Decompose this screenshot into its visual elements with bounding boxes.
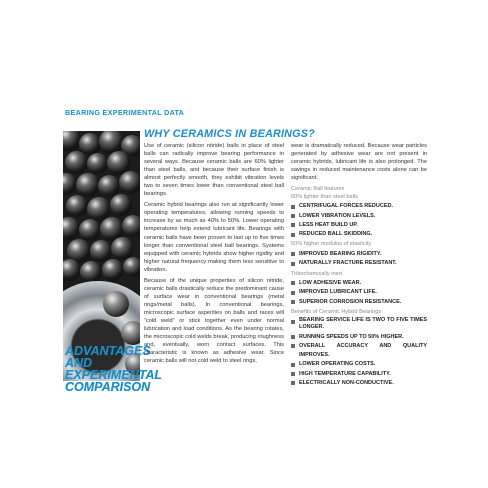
list-item: NATURALLY FRACTURE RESISTANT. bbox=[291, 259, 427, 268]
bullet-square-icon bbox=[291, 281, 295, 285]
bullet-square-icon bbox=[291, 300, 295, 304]
list-item: HIGH TEMPERATURE CAPABILITY. bbox=[291, 370, 427, 379]
advantages-line: COMPARISON bbox=[65, 380, 151, 394]
bullet-square-icon bbox=[291, 252, 295, 256]
bullet-square-icon bbox=[291, 320, 295, 324]
advantages-line: AND bbox=[65, 356, 93, 370]
section-label: BEARING EXPERIMENTAL DATA bbox=[65, 108, 185, 117]
list-item: SUPERIOR CORROSION RESISTANCE. bbox=[291, 298, 427, 307]
list-item: BEARING SERVICE LIFE IS TWO TO FIVE TIMES LONGER. bbox=[291, 317, 427, 330]
bullet-square-icon bbox=[291, 372, 295, 376]
group-heading bbox=[291, 186, 427, 201]
body-paragraph: Use of ceramic (silicon nitride) balls in place of steel balls can radically improve bearing performance in several ways. Because ceramic balls are 60% lighter than steel balls, and because their surface finish is almost perfectly smooth, they exhibit vibration levels two to seven times lower than conventional steel ball bearings. bbox=[144, 143, 284, 198]
body-paragraph: Ceramic hybrid bearings also run at significantly lower operating temperatures, allowing running speeds to increase by as much as 40% to 50%. Lower operating temperatures help extend lubricant life. Bearings with ceramic balls have been proven to last up to five times longer than conventional steel ball bearings. Systems equipped with ceramic hybrids show higher rigidity and higher natural frequency making them less sensitive to vibration. bbox=[144, 202, 284, 273]
bullet-square-icon bbox=[291, 335, 295, 339]
list-item: LESS HEAT BUILD UP. bbox=[291, 221, 427, 230]
list-item: IMPROVED LUBRICANT LIFE. bbox=[291, 288, 427, 297]
group-heading-line: Tribochemically inert bbox=[291, 270, 343, 277]
group-heading bbox=[291, 271, 427, 279]
advantages-line: ADVANTAGES bbox=[65, 344, 151, 358]
feature-list bbox=[291, 250, 427, 269]
page-title: WHY CERAMICS IN BEARINGS? bbox=[144, 128, 315, 140]
bullet-square-icon bbox=[291, 344, 295, 348]
group-heading bbox=[291, 241, 427, 249]
list-item: LOWER VIBRATION LEVELS. bbox=[291, 212, 427, 221]
list-item: RUNNING SPEEDS UP TO 50% HIGHER. bbox=[291, 333, 427, 342]
advantages-line: EXPERIMENTAL bbox=[65, 368, 162, 382]
group-heading-line: Ceramic Ball features bbox=[291, 186, 345, 193]
group-heading-line: Benefits of Ceramic Hybrid Bearings bbox=[291, 308, 382, 315]
list-item: LOWER OPERATING COSTS. bbox=[291, 360, 427, 369]
list-item: REDUCED BALL SKIDDING. bbox=[291, 230, 427, 239]
list-item: OVERALL ACCURACY AND QUALITY IMPROVES. bbox=[291, 342, 427, 361]
feature-list bbox=[291, 317, 427, 388]
list-item: IMPROVED BEARING RIGIDITY. bbox=[291, 250, 427, 259]
bullet-square-icon bbox=[291, 291, 295, 295]
body-column-left bbox=[144, 142, 284, 368]
bullet-square-icon bbox=[291, 205, 295, 209]
list-item: LOW ADHESIVE WEAR. bbox=[291, 279, 427, 288]
group-heading-line: 50% higher modulus of elasticity bbox=[291, 241, 372, 248]
bullet-square-icon bbox=[291, 262, 295, 266]
bullet-square-icon bbox=[291, 214, 295, 218]
body-paragraph: wear is dramatically reduced. Because wear particles generated by adhesive wear are not present in ceramic hybrids, lubricant life is also prolonged. The savings in reduced maintenance costs alone can be significant. bbox=[291, 143, 427, 182]
group-heading bbox=[291, 309, 427, 317]
list-item: CENTRIFUGAL FORCES REDUCED. bbox=[291, 202, 427, 211]
bullet-square-icon bbox=[291, 233, 295, 237]
feature-list bbox=[291, 202, 427, 239]
feature-list bbox=[291, 279, 427, 307]
bullet-square-icon bbox=[291, 381, 295, 385]
bullet-square-icon bbox=[291, 363, 295, 367]
body-paragraph: Because of the unique properties of silicon nitride, ceramic balls drastically reduce the predominant cause of surface wear in conventional bearings (metal rings/metal balls). In conventional bearings, microscopic surface asperities on balls and races will “cold weld” or stick together even under normal lubrication and load conditions. As the bearing rotates, the microscopic cold welds break, producing roughness and, eventually, worn contact surfaces. This characteristic is known as adhesive wear. Since ceramic balls will not cold weld to steel rings, bbox=[144, 277, 284, 365]
body-column-right bbox=[291, 142, 427, 390]
list-item: ELECTRICALLY NON-CONDUCTIVE. bbox=[291, 379, 427, 388]
group-heading-line: 60% lighter than steel balls bbox=[291, 193, 358, 200]
bullet-square-icon bbox=[291, 223, 295, 227]
